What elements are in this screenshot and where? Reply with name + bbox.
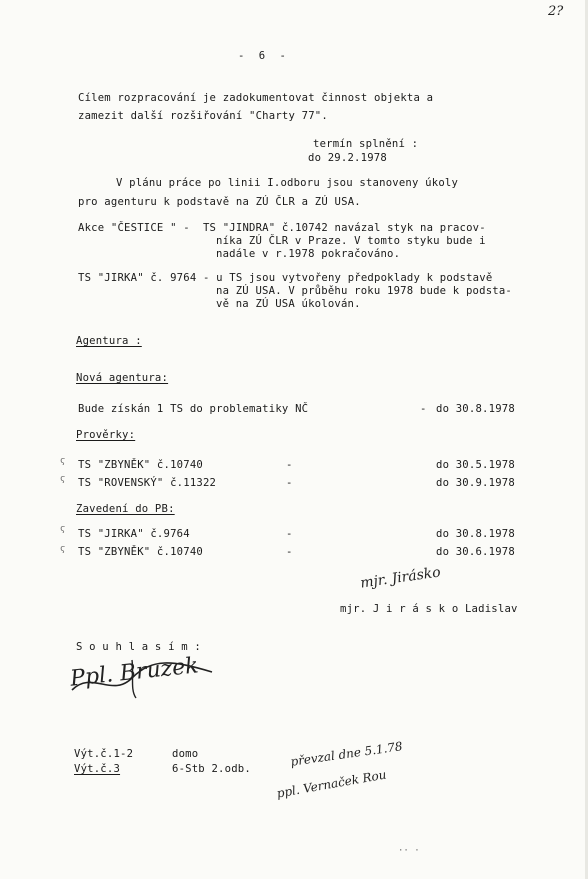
nove-agentura-heading: Nová agentura: [76, 372, 169, 384]
zavedeni-2-dash: - [286, 546, 293, 558]
vyt-2-label: Výt.č.3 [74, 763, 121, 775]
akce-line-2: níka ZÚ ČLR v Praze. V tomto styku bude i [216, 235, 486, 247]
plan-line-1: V plánu práce po linii I.odboru jsou stanoveny úkoly [116, 177, 459, 189]
zavedeni-heading: Zavedení do PB: [76, 503, 175, 515]
vyt-1-value: domo [172, 748, 199, 760]
handwritten-signature: mjr. Jirásko [359, 564, 442, 592]
proverka-1-text: TS "ZBYNĚK" č.10740 [78, 459, 203, 471]
akce-line-3: nadále v r.1978 pokračováno. [216, 248, 401, 260]
zavedeni-1-dash: - [286, 528, 293, 540]
corner-number: 2? [548, 4, 564, 19]
plan-line-2: pro agenturu k podstavě na ZÚ ČLR a ZÚ USA. [78, 196, 361, 208]
vyt-1-label: Výt.č.1-2 [74, 748, 134, 760]
deadline-value: do 29.2.1978 [308, 152, 387, 164]
nove-item-text: Bude získán 1 TS do problematiky NČ [78, 403, 309, 415]
page-number: - 6 - [238, 50, 290, 62]
intro-line-1: Cílem rozpracování je zadokumentovat činnost objekta a [78, 92, 434, 104]
souhlasim-signature: Ppl. Bruzek [69, 653, 200, 692]
agentura-heading: Agentura : [76, 335, 142, 347]
zavedeni-2-date: do 30.6.1978 [436, 546, 515, 558]
scan-speck: ·· · [398, 846, 420, 856]
proverka-2-date: do 30.9.1978 [436, 477, 515, 489]
check-mark: ϛ [60, 524, 66, 534]
jirka-line-2: na ZÚ USA. V průběhu roku 1978 bude k podsta- [216, 285, 513, 297]
check-mark: ϛ [60, 544, 66, 554]
zavedeni-1-date: do 30.8.1978 [436, 528, 515, 540]
akce-line-1: Akce "ČESTICE " - TS "JINDRA" č.10742 navázal styk na pracov- [78, 222, 486, 234]
nove-item-date: do 30.8.1978 [436, 403, 515, 415]
proverka-2-text: TS "ROVENSKÝ" č.11322 [78, 477, 217, 489]
jirka-line-3: vě na ZÚ USA úkolován. [216, 298, 361, 310]
proverka-1-date: do 30.5.1978 [436, 459, 515, 471]
jirka-line-1: TS "JIRKA" č. 9764 - u TS jsou vytvořeny předpoklady k podstavě [78, 272, 493, 284]
proverka-2-dash: - [286, 477, 293, 489]
zavedeni-1-text: TS "JIRKA" č.9764 [78, 528, 190, 540]
check-mark: ϛ [60, 456, 66, 466]
vyt-2-value: 6-Stb 2.odb. [172, 763, 251, 775]
zavedeni-2-text: TS "ZBYNĚK" č.10740 [78, 546, 203, 558]
handwritten-note-2: ppl. Vernaček Rou [275, 767, 388, 801]
check-mark: ϛ [60, 474, 66, 484]
proverky-heading: Prověrky: [76, 429, 136, 441]
souhlasim-label: S o u h l a s í m : [76, 641, 201, 653]
signature-stroke [62, 650, 222, 700]
intro-line-2: zamezit další rozšiřování "Charty 77". [78, 110, 328, 122]
deadline-label: termín splnění : [313, 138, 419, 150]
signatory-name: mjr. J i r á s k o Ladislav [340, 603, 518, 615]
nove-item-dash: - [420, 403, 427, 415]
handwritten-note-1: převzal dne 5.1.78 [289, 739, 404, 769]
proverka-1-dash: - [286, 459, 293, 471]
